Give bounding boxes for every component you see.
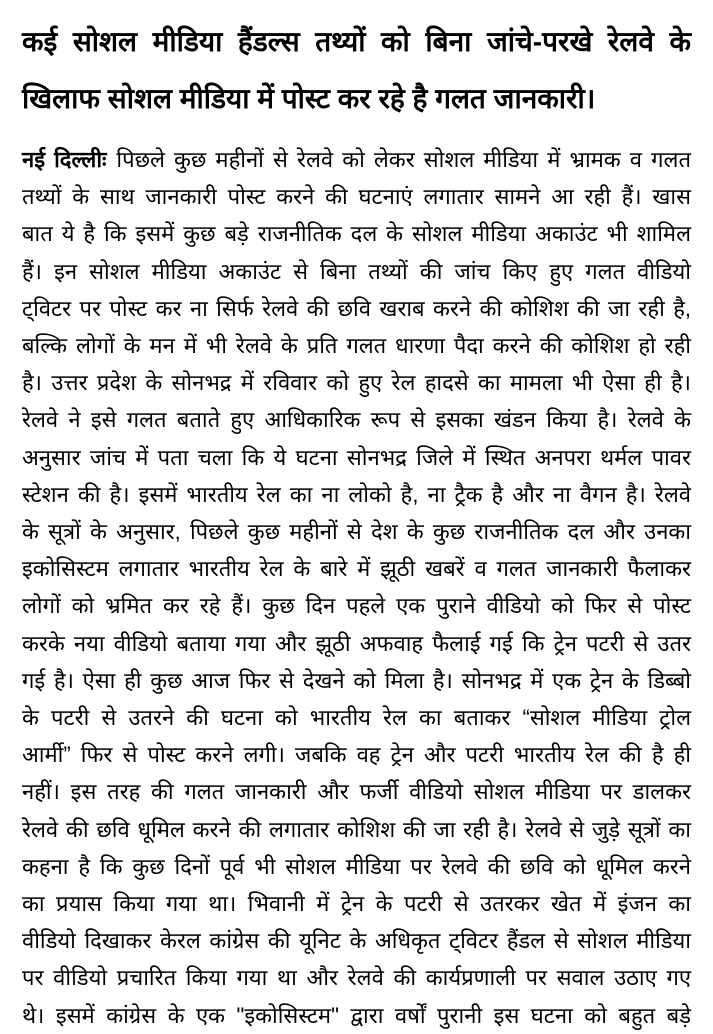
headline <box>22 13 691 127</box>
body-text-line: वीडियो दिखाकर केरल कांग्रेस की यूनिट के अधिकृत ट्विटर हैंडल से सोशल मीडिया <box>22 928 691 954</box>
body-text-line: पर वीडियो प्रचारित किया गया था और रेलवे की कार्यप्रणाली पर सवाल उठाए गए <box>22 965 691 991</box>
body-text-line: गई है। ऐसा ही कुछ आज फिर से देखने को मिला है। सोनभद्र में एक ट्रेन के डिब्बो <box>22 667 691 693</box>
body-text-line: कहना है कि कुछ दिनों पूर्व भी सोशल मीडिया पर रेलवे की छवि को धूमिल करने <box>22 853 691 879</box>
body-text-line: हैं। इन सोशल मीडिया अकाउंट से बिना तथ्यों की जांच किए हुए गलत वीडियो <box>22 258 691 284</box>
body-text-line: रेलवे की छवि धूमिल करने की लगातार कोशिश की जा रही है। रेलवे से जुड़े सूत्रों का <box>22 816 691 842</box>
body-text-line: थे। इसमें कांग्रेस के एक "इकोसिस्टम" द्वारा वर्षों पुरानी इस घटना को बहुत बड़े <box>22 1002 691 1028</box>
body-text-line: है। उत्तर प्रदेश के सोनभद्र में रविवार को हुए रेल हादसे का मामला भी ऐसा ही है। <box>22 370 691 396</box>
body-text-line: के सूत्रों के अनुसार, पिछले कुछ महीनों से देश के कुछ राजनीतिक दल और उनका <box>22 519 691 545</box>
body-text-line: लोगों को भ्रमित कर रहे हैं। कुछ दिन पहले एक पुराने वीडियो को फिर से पोस्ट <box>22 593 691 619</box>
body-text-line: नहीं। इस तरह की गलत जानकारी और फर्जी वीडियो सोशल मीडिया पर डालकर <box>22 779 691 805</box>
body-first-line <box>22 141 691 178</box>
body-text-line: करके नया वीडियो बताया गया और झूठी अफवाह फैलाई गई कि ट्रेन पटरी से उतर <box>22 630 691 656</box>
body-text-line: आर्मी” फिर से पोस्ट करने लगी। जबकि वह ट्रेन और पटरी भारतीय रेल की है ही <box>22 742 691 768</box>
body-lines <box>22 178 691 1034</box>
body-text-line: रेलवे ने इसे गलत बताते हुए आधिकारिक रूप से इसका खंडन किया है। रेलवे के <box>22 407 691 433</box>
body-first-line-text: पिछले कुछ महीनों से रेलवे को लेकर सोशल मीडिया में भ्रामक व गलत <box>116 147 691 172</box>
body-text-line: का प्रयास किया गया था। भिवानी में ट्रेन के पटरी से उतरकर खेत में इंजन का <box>22 891 691 917</box>
headline-line-1: कई सोशल मीडिया हैंडल्स तथ्यों को बिना जांचे-परखे रेलवे के <box>22 26 691 57</box>
body-text-line: स्टेशन की है। इसमें भारतीय रेल का ना लोको है, ना ट्रैक है और ना वैगन है। रेलवे <box>22 481 691 507</box>
body-text-line: बल्कि लोगों के मन में भी रेलवे के प्रति गलत धारणा पैदा करने की कोशिश हो रही <box>22 333 691 359</box>
body-text-line: बात ये है कि इसमें कुछ बड़े राजनीतिक दल के सोशल मीडिया अकाउंट भी शामिल <box>22 221 691 247</box>
dateline: नई दिल्लीः <box>22 147 107 172</box>
body-text-line: ट्विटर पर पोस्ट कर ना सिर्फ रेलवे की छवि खराब करने की कोशिश की जा रही है, <box>22 295 691 321</box>
headline-line-2: खिलाफ सोशल मीडिया में पोस्ट कर रहे है गलत जानकारी। <box>22 83 596 114</box>
body-text-line: के पटरी से उतरने की घटना को भारतीय रेल का बताकर “सोशल मीडिया ट्रोल <box>22 705 691 731</box>
body-text-line: इकोसिस्टम लगातार भारतीय रेल के बारे में झूठी खबरें व गलत जानकारी फैलाकर <box>22 556 691 582</box>
article-body <box>22 141 691 1034</box>
body-text-line: अनुसार जांच में पता चला कि ये घटना सोनभद्र जिले में स्थित अनपरा थर्मल पावर <box>22 444 691 470</box>
body-text-line: तथ्यों के साथ जानकारी पोस्ट करने की घटनाएं लगातार सामने आ रही हैं। खास <box>22 184 691 210</box>
